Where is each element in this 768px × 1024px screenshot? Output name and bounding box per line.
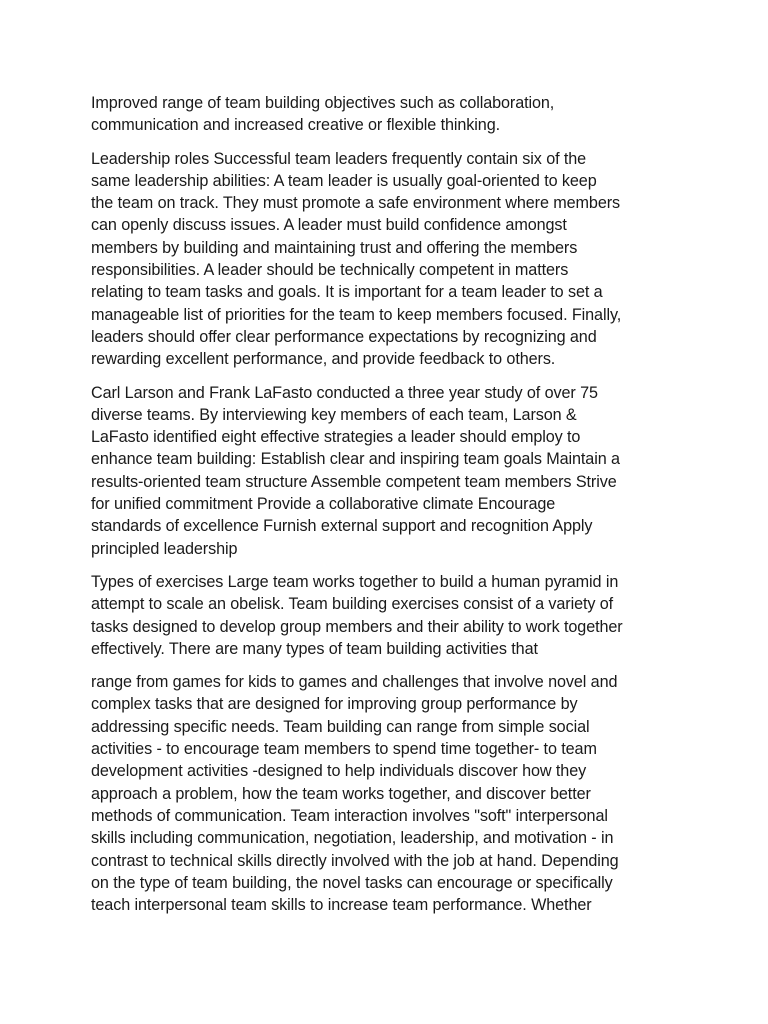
text-line: addressing specific needs. Team building can range from simple social	[91, 717, 590, 736]
paragraph-leadership-roles	[91, 148, 691, 371]
text-line: skills including communication, negotiation, leadership, and motivation - in	[91, 829, 614, 848]
text-line: attempt to scale an obelisk. Team building exercises consist of a variety of	[91, 595, 614, 614]
text-line: principled leadership	[91, 539, 238, 558]
text-line: communication and increased creative or flexible thinking.	[91, 116, 500, 135]
text-line: responsibilities. A leader should be technically competent in matters	[91, 261, 569, 280]
text-line: results-oriented team structure Assemble competent team members Strive	[91, 472, 617, 491]
text-line: tasks designed to develop group members and their ability to work together	[91, 617, 623, 636]
text-line: manageable list of priorities for the team to keep members focused. Finally,	[91, 305, 622, 324]
text-line: standards of excellence Furnish external support and recognition Apply	[91, 517, 593, 536]
text-line: range from games for kids to games and challenges that involve novel and	[91, 673, 618, 692]
text-line: Carl Larson and Frank LaFasto conducted a three year study of over 75	[91, 383, 598, 402]
text-line: development activities -designed to help individuals discover how they	[91, 762, 587, 781]
text-line: rewarding excellent performance, and provide feedback to others.	[91, 350, 556, 369]
paragraph-activity-range	[91, 671, 691, 916]
paragraph-objectives	[91, 92, 691, 137]
text-line: diverse teams. By interviewing key members of each team, Larson &	[91, 405, 577, 424]
text-line: Leadership roles Successful team leaders frequently contain six of the	[91, 149, 587, 168]
text-line: on the type of team building, the novel tasks can encourage or specifically	[91, 873, 613, 892]
paragraph-larson-lafasto	[91, 382, 691, 560]
text-line: approach a problem, how the team works together, and discover better	[91, 784, 591, 803]
document-body	[91, 92, 691, 916]
paragraph-types-of-exercises	[91, 571, 691, 660]
text-line: complex tasks that are designed for improving group performance by	[91, 695, 578, 714]
text-line: the team on track. They must promote a safe environment where members	[91, 194, 621, 213]
text-line: activities - to encourage team members to spend time together- to team	[91, 740, 597, 759]
text-line: members by building and maintaining trust and offering the members	[91, 238, 578, 257]
text-line: same leadership abilities: A team leader is usually goal-oriented to keep	[91, 171, 597, 190]
text-line: for unified commitment Provide a collaborative climate Encourage	[91, 495, 556, 514]
text-line: teach interpersonal team skills to increase team performance. Whether	[91, 896, 592, 915]
text-line: methods of communication. Team interaction involves "soft" interpersonal	[91, 806, 608, 825]
text-line: Types of exercises Large team works together to build a human pyramid in	[91, 572, 619, 591]
text-line: contrast to technical skills directly involved with the job at hand. Depending	[91, 851, 619, 870]
text-line: relating to team tasks and goals. It is important for a team leader to set a	[91, 283, 603, 302]
text-line: enhance team building: Establish clear and inspiring team goals Maintain a	[91, 450, 620, 469]
text-line: effectively. There are many types of team building activities that	[91, 639, 538, 658]
text-line: leaders should offer clear performance expectations by recognizing and	[91, 327, 597, 346]
text-line: Improved range of team building objectives such as collaboration,	[91, 94, 555, 112]
text-line: can openly discuss issues. A leader must build confidence amongst	[91, 216, 567, 235]
text-line: LaFasto identified eight effective strategies a leader should employ to	[91, 428, 581, 447]
